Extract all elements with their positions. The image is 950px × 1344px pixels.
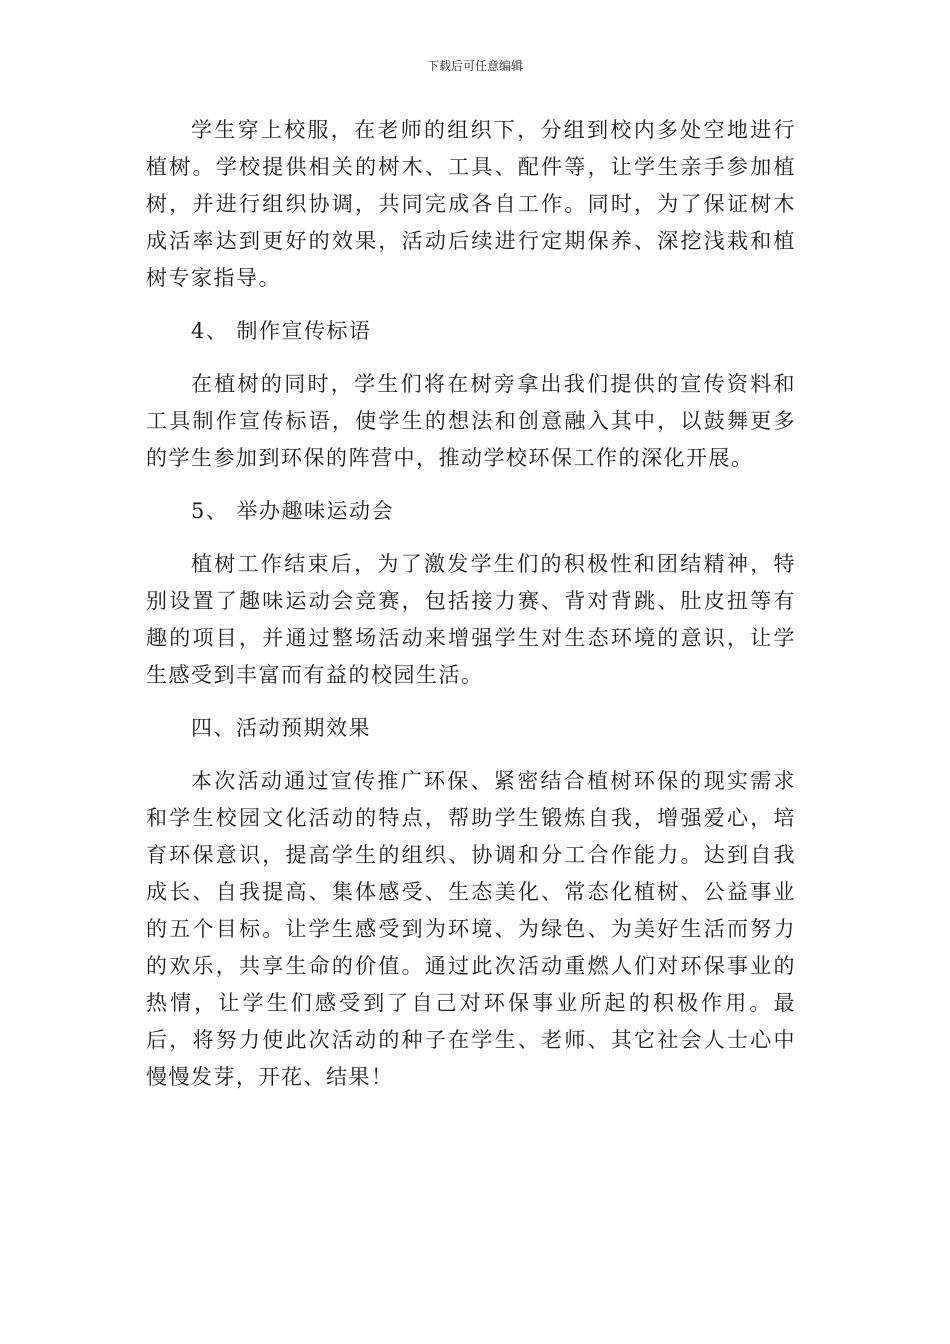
paragraph-sports: 植树工作结束后，为了激发学生们的积极性和团结精神，特别设置了趣味运动会竞赛，包括接力赛、背对背跳、肚皮扭等有趣的项目，并通过整场活动来增强学生对生态环境的意识，让学生感受到丰富而有益的校园生活。 xyxy=(146,552,796,687)
paragraph-expected-effect: 本次活动通过宣传推广环保、紧密结合植树环保的现实需求和学生校园文化活动的特点，帮助学生锻炼自我，增强爱心，培育环保意识，提高学生的组织、协调和分工合作能力。达到自我成长、自我提高、集体感受、生态美化、常态化植树、公益事业的五个目标。让学生感受到为环境、为绿色、为美好生活而努力的欢乐，共享生命的价值。通过此次活动重燃人们对环保事业的热情，让学生们感受到了自己对环保事业所起的积极作用。最后，将努力使此次活动的种子在学生、老师、其它社会人士心中慢慢发芽，开花、结果！ xyxy=(146,769,796,1089)
heading-sports: 5、 举办趣味运动会 xyxy=(191,499,395,523)
paragraph-planting: 学生穿上校服，在老师的组织下，分组到校内多处空地进行植树。学校提供相关的树木、工具、配件等，让学生亲手参加植树，并进行组织协调，共同完成各自工作。同时，为了保证树木成活率达到更好的效果，活动后续进行定期保养、深挖浅栽和植树专家指导。 xyxy=(146,118,796,290)
document-body xyxy=(146,112,796,1096)
page-header: 下载后可任意编辑 xyxy=(426,59,523,73)
heading-slogan: 4、 制作宣传标语 xyxy=(191,319,372,343)
paragraph-slogan: 在植树的同时，学生们将在树旁拿出我们提供的宣传资料和工具制作宣传标语，使学生的想法和创意融入其中，以鼓舞更多的学生参加到环保的阵营中，推动学校环保工作的深化开展。 xyxy=(146,372,796,470)
heading-expected-effect: 四、活动预期效果 xyxy=(191,716,371,740)
